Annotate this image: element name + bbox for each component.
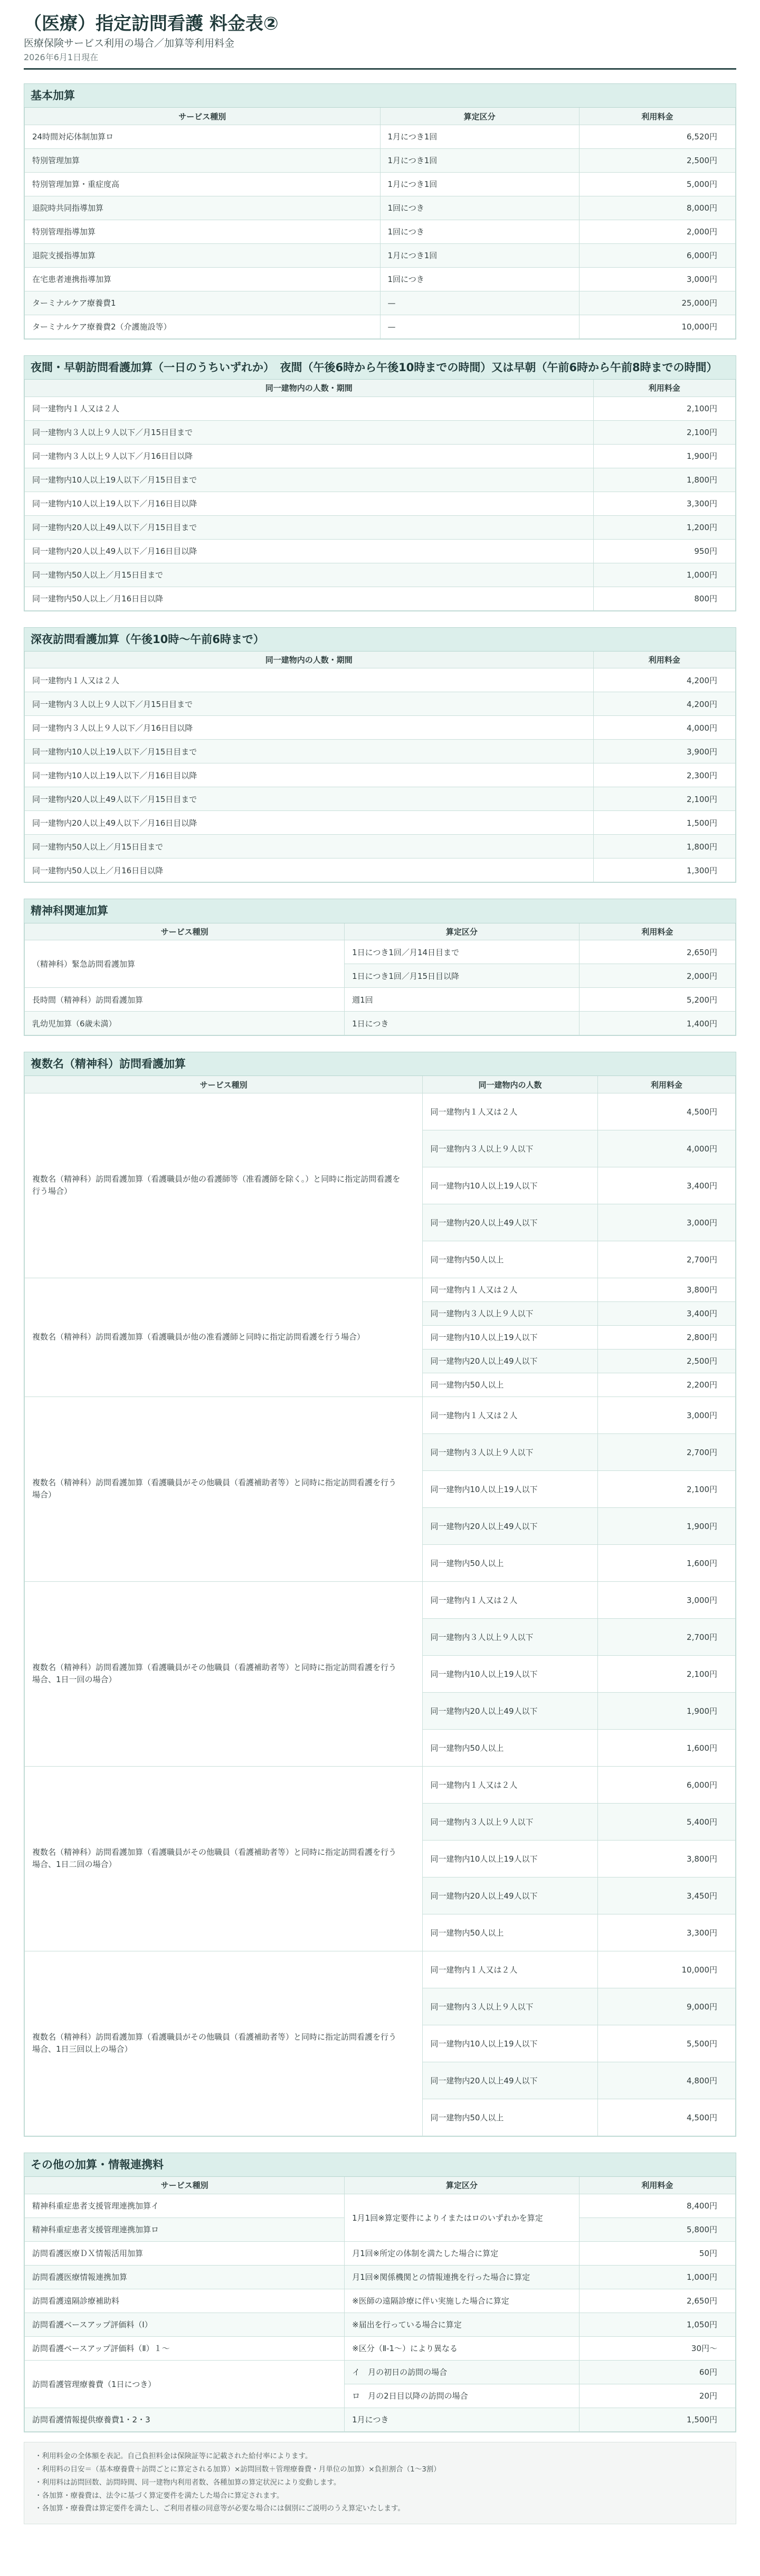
price: 2,650円 bbox=[579, 940, 735, 964]
service-name: 訪問看護情報提供療養費1・2・3 bbox=[25, 2408, 345, 2431]
page-title: （医療）指定訪問看護 料金表② bbox=[24, 13, 279, 34]
table-row bbox=[25, 515, 736, 539]
price: 2,100円 bbox=[593, 787, 735, 811]
table-row bbox=[25, 787, 736, 811]
calc-category: 1回につき bbox=[380, 267, 579, 291]
price: 2,300円 bbox=[593, 763, 735, 787]
price: 2,100円 bbox=[597, 1655, 735, 1692]
price: 1,900円 bbox=[593, 444, 735, 468]
section-late-night bbox=[24, 627, 736, 883]
price: 2,200円 bbox=[597, 1373, 735, 1396]
building-count: 同一建物内50人以上 bbox=[423, 1544, 597, 1581]
col-header: 利用料金 bbox=[579, 108, 735, 125]
service-group bbox=[25, 1396, 736, 1581]
price: 2,500円 bbox=[579, 148, 735, 172]
service-name: 乳幼児加算（6歳未満） bbox=[25, 1012, 345, 1035]
building-count: 同一建物内10人以上19人以下 bbox=[423, 1655, 597, 1692]
table-body bbox=[25, 2194, 736, 2431]
col-header: 利用料金 bbox=[597, 1076, 735, 1093]
price: 1,000円 bbox=[593, 563, 735, 587]
section-title: 深夜訪問看護加算（午後10時〜午前6時まで） bbox=[24, 628, 736, 652]
table-row bbox=[25, 2289, 736, 2313]
building-count: 同一建物内１人又は２人 bbox=[423, 1396, 597, 1433]
price: 4,200円 bbox=[593, 692, 735, 716]
service-group bbox=[25, 1093, 736, 1278]
price: 2,800円 bbox=[597, 1325, 735, 1349]
calc-category: 1回につき bbox=[380, 196, 579, 220]
price: 1,050円 bbox=[579, 2313, 735, 2336]
table-row bbox=[25, 1093, 736, 1130]
service-name: 複数名（精神科）訪問看護加算（看護職員が他の准看護師と同時に指定訪問看護を行う場合） bbox=[25, 1278, 423, 1396]
effective-date: 2026年6月1日現在 bbox=[24, 52, 99, 63]
price: 5,200円 bbox=[579, 988, 735, 1012]
price: 1,000円 bbox=[579, 2265, 735, 2289]
building-count: 同一建物内20人以上49人以下 bbox=[423, 1349, 597, 1373]
page-subtitle: 医療保険サービス利用の場合／加算等利用料金 bbox=[24, 37, 235, 50]
calc-category: 月1回※所定の体制を満たした場合に算定 bbox=[345, 2241, 580, 2265]
service-name: 特別管理加算 bbox=[25, 148, 381, 172]
building-count: 同一建物内20人以上49人以下 bbox=[423, 1692, 597, 1729]
calc-category: 1日につき bbox=[345, 1012, 580, 1035]
col-header: 算定区分 bbox=[380, 108, 579, 125]
price: 1,600円 bbox=[597, 1544, 735, 1581]
building-count: 同一建物内10人以上19人以下 bbox=[423, 1840, 597, 1877]
price: 25,000円 bbox=[579, 291, 735, 315]
table-body bbox=[25, 668, 736, 882]
building-count: 同一建物内３人以上９人以下 bbox=[423, 1130, 597, 1167]
table-row bbox=[25, 2408, 736, 2431]
price: 10,000円 bbox=[579, 315, 735, 338]
table-row bbox=[25, 420, 736, 444]
service-name: 退院時共同指導加算 bbox=[25, 196, 381, 220]
table-row bbox=[25, 988, 736, 1012]
col-header: サービス種別 bbox=[25, 108, 381, 125]
calc-category: ※区分（Ⅱ-1〜）により異なる bbox=[345, 2336, 580, 2360]
price: 2,100円 bbox=[597, 1470, 735, 1507]
table-row bbox=[25, 148, 736, 172]
section-psych bbox=[24, 899, 736, 1036]
calc-category: 1日につき1回／月14日目まで bbox=[345, 940, 580, 964]
calc-category: 1月につき1回 bbox=[380, 243, 579, 267]
building-count: 同一建物内20人以上49人以下 bbox=[423, 1204, 597, 1241]
service-name: 長時間（精神科）訪問看護加算 bbox=[25, 988, 345, 1012]
table-row bbox=[25, 492, 736, 515]
note-line: ・各加算・療養費は、法令に基づく算定要件を満たした場合に算定されます。 bbox=[35, 2491, 284, 2500]
building-count: 同一建物内10人以上19人以下 bbox=[423, 1470, 597, 1507]
building-count: 同一建物内10人以上19人以下 bbox=[423, 1325, 597, 1349]
price: 3,300円 bbox=[597, 1914, 735, 1951]
section-title: 精神科関連加算 bbox=[24, 899, 736, 923]
price: 3,400円 bbox=[597, 1301, 735, 1325]
price: 4,500円 bbox=[597, 1093, 735, 1130]
table-row bbox=[25, 763, 736, 787]
table-row bbox=[25, 2265, 736, 2289]
col-header: サービス種別 bbox=[25, 923, 345, 940]
price: 4,800円 bbox=[597, 2062, 735, 2099]
price: 1,500円 bbox=[593, 811, 735, 835]
page-header bbox=[24, 14, 736, 70]
service-name: 複数名（精神科）訪問看護加算（看護職員がその他職員（看護補助者等）と同時に指定訪問看護を行う場合、1日一回の場合） bbox=[25, 1581, 423, 1766]
price: 950円 bbox=[593, 539, 735, 563]
table-row bbox=[25, 125, 736, 148]
building-count: 同一建物内50人以上 bbox=[423, 1241, 597, 1278]
price: 1,600円 bbox=[597, 1729, 735, 1766]
calc-category: 1回につき bbox=[380, 220, 579, 243]
building-count: 同一建物内20人以上49人以下 bbox=[423, 2062, 597, 2099]
building-count: 同一建物内３人以上９人以下 bbox=[423, 1803, 597, 1840]
building-count: 同一建物内３人以上９人以下 bbox=[423, 1618, 597, 1655]
col-header: 利用料金 bbox=[579, 2177, 735, 2194]
note-line: ・利用料の目安＝（基本療養費＋訪問ごとに算定される加算）×訪問回数＋管理療養費・月単位の加算）×負担割合（1〜3割） bbox=[35, 2465, 441, 2474]
col-header: 利用料金 bbox=[593, 380, 735, 397]
price: 3,000円 bbox=[597, 1204, 735, 1241]
note-line: ・利用料金の全体額を表記。自己負担料金は保険証等に記載された給付率によります。 bbox=[35, 2451, 312, 2460]
condition: 同一建物内３人以上９人以下／月16日目以降 bbox=[25, 716, 594, 740]
calc-category: 1月1回※算定要件によりイまたはロのいずれかを算定 bbox=[345, 2194, 580, 2241]
building-count: 同一建物内１人又は２人 bbox=[423, 1278, 597, 1301]
table-row bbox=[25, 587, 736, 610]
condition: 同一建物内10人以上19人以下／月16日目以降 bbox=[25, 763, 594, 787]
col-header: 同一建物内の人数・期間 bbox=[25, 652, 594, 668]
service-name: 特別管理加算・重症度高 bbox=[25, 172, 381, 196]
col-header: サービス種別 bbox=[25, 2177, 345, 2194]
price: 4,000円 bbox=[593, 716, 735, 740]
table-row bbox=[25, 740, 736, 763]
psych-table bbox=[24, 923, 736, 1036]
table-row bbox=[25, 315, 736, 338]
table-row bbox=[25, 940, 736, 964]
table-row bbox=[25, 468, 736, 492]
price: 8,400円 bbox=[579, 2194, 735, 2218]
condition: 同一建物内３人以上９人以下／月15日目まで bbox=[25, 692, 594, 716]
service-name: ターミナルケア療養費2（介護施設等） bbox=[25, 315, 381, 338]
price: 2,700円 bbox=[597, 1618, 735, 1655]
price: 4,000円 bbox=[597, 1130, 735, 1167]
price: 3,400円 bbox=[597, 1167, 735, 1204]
table-row bbox=[25, 2313, 736, 2336]
price: 2,700円 bbox=[597, 1241, 735, 1278]
price: 5,500円 bbox=[597, 2025, 735, 2062]
condition: 同一建物内３人以上９人以下／月16日目以降 bbox=[25, 444, 594, 468]
price: 3,000円 bbox=[597, 1396, 735, 1433]
col-header: 利用料金 bbox=[593, 652, 735, 668]
price: 3,450円 bbox=[597, 1877, 735, 1914]
price: 3,800円 bbox=[597, 1278, 735, 1301]
price: 1,500円 bbox=[579, 2408, 735, 2431]
price: 2,000円 bbox=[579, 964, 735, 988]
condition: 同一建物内50人以上／月16日目以降 bbox=[25, 858, 594, 882]
building-count: 同一建物内３人以上９人以下 bbox=[423, 1988, 597, 2025]
col-header: 利用料金 bbox=[579, 923, 735, 940]
section-title: 複数名（精神科）訪問看護加算 bbox=[24, 1052, 736, 1076]
table-row bbox=[25, 397, 736, 420]
col-header: サービス種別 bbox=[25, 1076, 423, 1093]
condition: 同一建物内１人又は２人 bbox=[25, 668, 594, 692]
condition: 同一建物内１人又は２人 bbox=[25, 397, 594, 420]
table-row bbox=[25, 172, 736, 196]
price: 2,100円 bbox=[593, 397, 735, 420]
calc-category: 1日につき1回／月15日目以降 bbox=[345, 964, 580, 988]
service-group bbox=[25, 1766, 736, 1951]
service-name: 訪問看護ベースアップ評価料（Ⅱ）１〜 bbox=[25, 2336, 345, 2360]
calc-category: 週1回 bbox=[345, 988, 580, 1012]
service-group bbox=[25, 1951, 736, 2136]
price: 2,500円 bbox=[597, 1349, 735, 1373]
calc-category: — bbox=[380, 315, 579, 338]
building-count: 同一建物内１人又は２人 bbox=[423, 1951, 597, 1988]
price: 6,000円 bbox=[579, 243, 735, 267]
table-row bbox=[25, 1278, 736, 1301]
building-count: 同一建物内50人以上 bbox=[423, 1914, 597, 1951]
table-row bbox=[25, 243, 736, 267]
service-name: （精神科）緊急訪問看護加算 bbox=[25, 940, 345, 988]
price: 3,900円 bbox=[593, 740, 735, 763]
service-name: 精神科重症患者支援管理連携加算イ bbox=[25, 2194, 345, 2218]
price: 1,900円 bbox=[597, 1507, 735, 1544]
price: 3,800円 bbox=[597, 1840, 735, 1877]
calc-category: ロ 月の2日目以降の訪問の場合 bbox=[345, 2384, 580, 2408]
service-name: 訪問看護医療情報連携加算 bbox=[25, 2265, 345, 2289]
service-group bbox=[25, 1581, 736, 1766]
calc-category: 1月につき1回 bbox=[380, 148, 579, 172]
building-count: 同一建物内50人以上 bbox=[423, 1373, 597, 1396]
table-row bbox=[25, 1766, 736, 1803]
calc-category: 1月につき bbox=[345, 2408, 580, 2431]
table-row bbox=[25, 1012, 736, 1035]
table-row bbox=[25, 2194, 736, 2218]
condition: 同一建物内10人以上19人以下／月15日目まで bbox=[25, 468, 594, 492]
condition: 同一建物内50人以上／月15日目まで bbox=[25, 835, 594, 858]
table-body bbox=[25, 397, 736, 610]
table-row bbox=[25, 692, 736, 716]
service-name: 24時間対応体制加算ロ bbox=[25, 125, 381, 148]
condition: 同一建物内10人以上19人以下／月16日目以降 bbox=[25, 492, 594, 515]
price: 6,000円 bbox=[597, 1766, 735, 1803]
notes-box bbox=[24, 2442, 736, 2525]
price: 20円 bbox=[579, 2384, 735, 2408]
table-row bbox=[25, 196, 736, 220]
service-group bbox=[25, 1278, 736, 1396]
table-row bbox=[25, 1581, 736, 1618]
condition: 同一建物内50人以上／月15日目まで bbox=[25, 563, 594, 587]
service-name: 複数名（精神科）訪問看護加算（看護職員がその他職員（看護補助者等）と同時に指定訪問看護を行う場合、1日二回の場合） bbox=[25, 1766, 423, 1951]
price: 1,900円 bbox=[597, 1692, 735, 1729]
section-multi-staff bbox=[24, 1052, 736, 2137]
section-title: 夜間・早朝訪問看護加算（一日のうちいずれか） 夜間（午後6時から午後10時までの時間）又は早朝（午前6時から午前8時までの時間） bbox=[24, 356, 736, 380]
table-row bbox=[25, 1396, 736, 1433]
price: 3,000円 bbox=[597, 1581, 735, 1618]
building-count: 同一建物内10人以上19人以下 bbox=[423, 1167, 597, 1204]
table-row bbox=[25, 858, 736, 882]
price: 1,200円 bbox=[593, 515, 735, 539]
table-body bbox=[25, 125, 736, 338]
building-count: 同一建物内50人以上 bbox=[423, 2099, 597, 2136]
price: 4,500円 bbox=[597, 2099, 735, 2136]
price: 30円〜 bbox=[579, 2336, 735, 2360]
price: 3,300円 bbox=[593, 492, 735, 515]
price: 5,800円 bbox=[579, 2218, 735, 2241]
late-night-table bbox=[24, 652, 736, 883]
table-row bbox=[25, 220, 736, 243]
table-row bbox=[25, 539, 736, 563]
price: 60円 bbox=[579, 2360, 735, 2384]
condition: 同一建物内３人以上９人以下／月15日目まで bbox=[25, 420, 594, 444]
calc-category: 月1回※関係機関との情報連携を行った場合に算定 bbox=[345, 2265, 580, 2289]
price: 2,650円 bbox=[579, 2289, 735, 2313]
condition: 同一建物内20人以上49人以下／月16日目以降 bbox=[25, 811, 594, 835]
building-count: 同一建物内３人以上９人以下 bbox=[423, 1301, 597, 1325]
table-row bbox=[25, 716, 736, 740]
col-header: 算定区分 bbox=[345, 923, 580, 940]
col-header: 同一建物内の人数・期間 bbox=[25, 380, 594, 397]
table-body bbox=[25, 940, 736, 1035]
col-header: 算定区分 bbox=[345, 2177, 580, 2194]
section-basic bbox=[24, 83, 736, 339]
other-table bbox=[24, 2177, 736, 2432]
calc-category: ※届出を行っている場合に算定 bbox=[345, 2313, 580, 2336]
table-row bbox=[25, 2241, 736, 2265]
section-title: 基本加算 bbox=[24, 84, 736, 108]
table-row bbox=[25, 291, 736, 315]
service-name: 訪問看護ベースアップ評価料（Ⅰ） bbox=[25, 2313, 345, 2336]
table-row bbox=[25, 835, 736, 858]
building-count: 同一建物内１人又は２人 bbox=[423, 1581, 597, 1618]
section-night bbox=[24, 355, 736, 611]
table-row bbox=[25, 668, 736, 692]
service-name: 特別管理指導加算 bbox=[25, 220, 381, 243]
service-name: 複数名（精神科）訪問看護加算（看護職員がその他職員（看護補助者等）と同時に指定訪問看護を行う場合） bbox=[25, 1396, 423, 1581]
service-name: 精神科重症患者支援管理連携加算ロ bbox=[25, 2218, 345, 2241]
building-count: 同一建物内１人又は２人 bbox=[423, 1093, 597, 1130]
price: 1,800円 bbox=[593, 835, 735, 858]
service-name: 複数名（精神科）訪問看護加算（看護職員が他の看護師等（准看護師を除く。）と同時に指定訪問看護を行う場合） bbox=[25, 1093, 423, 1278]
calc-category: ※医師の遠隔診療に伴い実施した場合に算定 bbox=[345, 2289, 580, 2313]
price: 2,700円 bbox=[597, 1433, 735, 1470]
night-table bbox=[24, 380, 736, 611]
price: 8,000円 bbox=[579, 196, 735, 220]
price: 5,000円 bbox=[579, 172, 735, 196]
price: 1,400円 bbox=[579, 1012, 735, 1035]
price: 10,000円 bbox=[597, 1951, 735, 1988]
basic-table bbox=[24, 108, 736, 339]
table-row bbox=[25, 2336, 736, 2360]
table-row bbox=[25, 267, 736, 291]
calc-category: 1月につき1回 bbox=[380, 125, 579, 148]
condition: 同一建物内20人以上49人以下／月15日目まで bbox=[25, 787, 594, 811]
service-name: ターミナルケア療養費1 bbox=[25, 291, 381, 315]
table-row bbox=[25, 563, 736, 587]
condition: 同一建物内20人以上49人以下／月15日目まで bbox=[25, 515, 594, 539]
building-count: 同一建物内１人又は２人 bbox=[423, 1766, 597, 1803]
price: 1,800円 bbox=[593, 468, 735, 492]
note-line: ・各加算・療養費は算定要件を満たし、ご利用者様の同意等が必要な場合には個別にご説明のうえ算定いたします。 bbox=[35, 2504, 405, 2513]
building-count: 同一建物内３人以上９人以下 bbox=[423, 1433, 597, 1470]
condition: 同一建物内50人以上／月16日目以降 bbox=[25, 587, 594, 610]
table-row bbox=[25, 444, 736, 468]
service-name: 退院支援指導加算 bbox=[25, 243, 381, 267]
price: 2,000円 bbox=[579, 220, 735, 243]
calc-category: イ 月の初日の訪問の場合 bbox=[345, 2360, 580, 2384]
service-name: 訪問看護遠隔診療補助料 bbox=[25, 2289, 345, 2313]
section-title: その他の加算・情報連携料 bbox=[24, 2153, 736, 2177]
building-count: 同一建物内20人以上49人以下 bbox=[423, 1877, 597, 1914]
building-count: 同一建物内20人以上49人以下 bbox=[423, 1507, 597, 1544]
table-row bbox=[25, 1951, 736, 1988]
building-count: 同一建物内10人以上19人以下 bbox=[423, 2025, 597, 2062]
section-other bbox=[24, 2153, 736, 2432]
price: 6,520円 bbox=[579, 125, 735, 148]
service-name: 在宅患者連携指導加算 bbox=[25, 267, 381, 291]
service-name: 訪問看護管理療養費（1日につき） bbox=[25, 2360, 345, 2408]
calc-category: — bbox=[380, 291, 579, 315]
price: 9,000円 bbox=[597, 1988, 735, 2025]
price: 3,000円 bbox=[579, 267, 735, 291]
price: 2,100円 bbox=[593, 420, 735, 444]
condition: 同一建物内10人以上19人以下／月15日目まで bbox=[25, 740, 594, 763]
price: 50円 bbox=[579, 2241, 735, 2265]
condition: 同一建物内20人以上49人以下／月16日目以降 bbox=[25, 539, 594, 563]
service-name: 複数名（精神科）訪問看護加算（看護職員がその他職員（看護補助者等）と同時に指定訪問看護を行う場合、1日三回以上の場合） bbox=[25, 1951, 423, 2136]
table-row bbox=[25, 811, 736, 835]
table-row bbox=[25, 2360, 736, 2384]
calc-category: 1月につき1回 bbox=[380, 172, 579, 196]
building-count: 同一建物内50人以上 bbox=[423, 1729, 597, 1766]
price: 800円 bbox=[593, 587, 735, 610]
price: 5,400円 bbox=[597, 1803, 735, 1840]
multi-staff-table bbox=[24, 1076, 736, 2136]
col-header: 同一建物内の人数 bbox=[423, 1076, 597, 1093]
price: 4,200円 bbox=[593, 668, 735, 692]
price: 1,300円 bbox=[593, 858, 735, 882]
note-line: ・利用料は訪問回数、訪問時間、同一建物内利用者数、各種加算の算定状況により変動します。 bbox=[35, 2478, 341, 2487]
service-name: 訪問看護医療ＤＸ情報活用加算 bbox=[25, 2241, 345, 2265]
